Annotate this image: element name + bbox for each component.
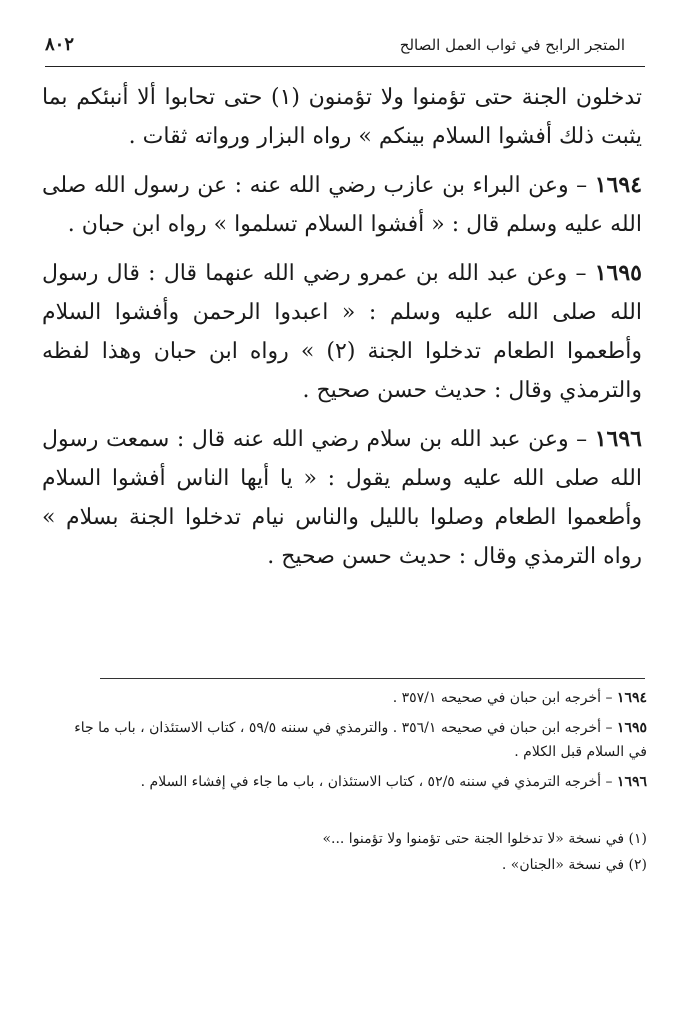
footnote-text: – أخرجه ابن حبان في صحيحه ٣٥٧/١ . [392,690,613,706]
note-text: في نسخة «لا تدخلوا الجنة حتى تؤمنوا ولا تؤمنوا ...» [322,831,625,847]
footnote-divider [100,678,645,679]
hadith-paragraph [42,254,642,410]
hadith-number: ١٦٩٤ [594,172,643,198]
footnote-number: ١٦٩٤ [616,690,647,706]
note-marker: (٢) [628,857,647,873]
hadith-text: – وعن البراء بن عازب رضي الله عنه : عن رسول الله صلى الله عليه وسلم قال : « أفشوا السلام تسلموا » رواه ابن حبان . [42,173,642,237]
footnote-item [52,716,647,764]
main-text [42,78,642,586]
footnote-number: ١٦٩٥ [616,720,647,736]
footnote-text: – أخرجه ابن حبان في صحيحه ٣٥٦/١ . والترمذي في سننه ٥٩/٥ ، كتاب الاستئذان ، باب ما جاء في السلام قبل الكلام . [74,720,647,760]
page-header [45,30,645,67]
hadith-number: ١٦٩٦ [594,426,642,452]
intro-paragraph: تدخلون الجنة حتى تؤمنوا ولا تؤمنون (١) حتى تحابوا ألا أنبئكم بما يثبت ذلك أفشوا السلام بينكم » رواه البزار ورواته ثقات . [42,85,642,149]
note-marker: (١) [628,831,647,847]
footnotes [52,686,647,800]
variant-notes [52,826,647,878]
hadith-paragraph [42,166,642,244]
note-text: في نسخة «الجنان» . [501,857,625,873]
variant-note [52,826,647,852]
footnote-text: – أخرجه الترمذي في سننه ٥٢/٥ ، كتاب الاستئذان ، باب ما جاء في إفشاء السلام . [140,774,613,790]
running-title: المتجر الرابح في ثواب العمل الصالح [399,36,625,54]
footnote-item [52,686,647,710]
variant-note [52,852,647,878]
hadith-paragraph [42,420,642,576]
hadith-number: ١٦٩٥ [594,260,642,286]
hadith-text: – وعن عبد الله بن سلام رضي الله عنه قال : سمعت رسول الله صلى الله عليه وسلم يقول : « يا أيها الناس أفشوا السلام وأطعموا الطعام وصلوا بالليل والناس نيام تدخلوا الجنة بسلام » رواه الترمذي وقال : حديث حسن صحيح . [42,427,642,569]
hadith-text: – وعن عبد الله بن عمرو رضي الله عنهما قال : قال رسول الله صلى الله عليه وسلم : « اعبدوا الرحمن وأفشوا السلام وأطعموا الطعام تدخلوا الجنة (٢) » رواه ابن حبان وهذا لفظه والترمذي وقال : حديث حسن صحيح . [42,261,642,403]
footnote-item [52,770,647,794]
footnote-number: ١٦٩٦ [616,774,647,790]
page-number: ٨٠٢ [45,34,75,55]
